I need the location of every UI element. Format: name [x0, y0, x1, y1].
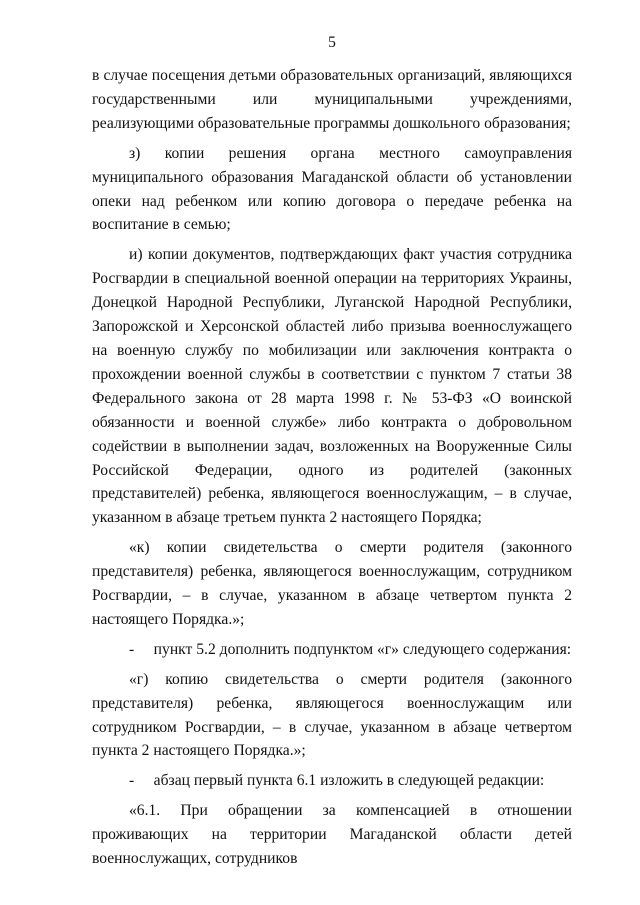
paragraph-section-6-1: «6.1. При обращении за компенсацией в отношении проживающих на территории Магаданской области детей военнослужащих, сотрудников: [92, 802, 572, 868]
paragraph-amendment-6-1: - абзац первый пункта 6.1 изложить в следующей редакции:: [129, 772, 545, 790]
paragraph-item-i: и) копии документов, подтверждающих факт участия сотрудника Росгвардии в специальной военной операции на территориях Украины, Донецкой Народной Республики, Луганской Народной Республики, Запорожской и Херсонской областей либо призыва военнослужащего на военную службу по мобилизации или заключения контракта о прохождении военной службы в соответствии с пунктом 7 статьи 38 Федерального закона от 28 марта 1998 г. № 53-ФЗ «О воинской обязанности и военной службе» либо контракта о добровольном содействии в выполнении задач, возложенных на Вооруженные Силы Российской Федерации, одного из родителей (законных представителей) ребенка, являющегося военнослужащим, – в случае, указанном в абзаце третьем пункта 2 настоящего Порядка;: [92, 246, 572, 527]
paragraph-item-k: «к) копии свидетельства о смерти родителя (законного представителя) ребенка, являющегося военнослужащим, сотрудником Росгвардии, – в случае, указанном в абзаце четвертом пункта 2 настоящего Порядка.»;: [92, 539, 572, 628]
paragraph-amendment-5-2: - пункт 5.2 дополнить подпунктом «г» следующего содержания:: [129, 640, 572, 658]
page-number: 5: [328, 34, 336, 51]
paragraph-item-g: «г) копию свидетельства о смерти родителя (законного представителя) ребенка, являющегося военнослужащим или сотрудником Росгвардии, – в случае, указанном в абзаце четвертом пункта 2 настоящего Порядка.»;: [92, 670, 572, 760]
paragraph-continuation: в случае посещения детьми образовательных организаций, являющихся государственными или муниципальными учреждениями, реализующими образовательные программы дошкольного образования;: [92, 67, 572, 132]
paragraph-item-z: з) копии решения органа местного самоуправления муниципального образования Магаданской области об установлении опеки над ребенком или копию договора о передаче ребенка на воспитание в семью;: [92, 144, 572, 234]
